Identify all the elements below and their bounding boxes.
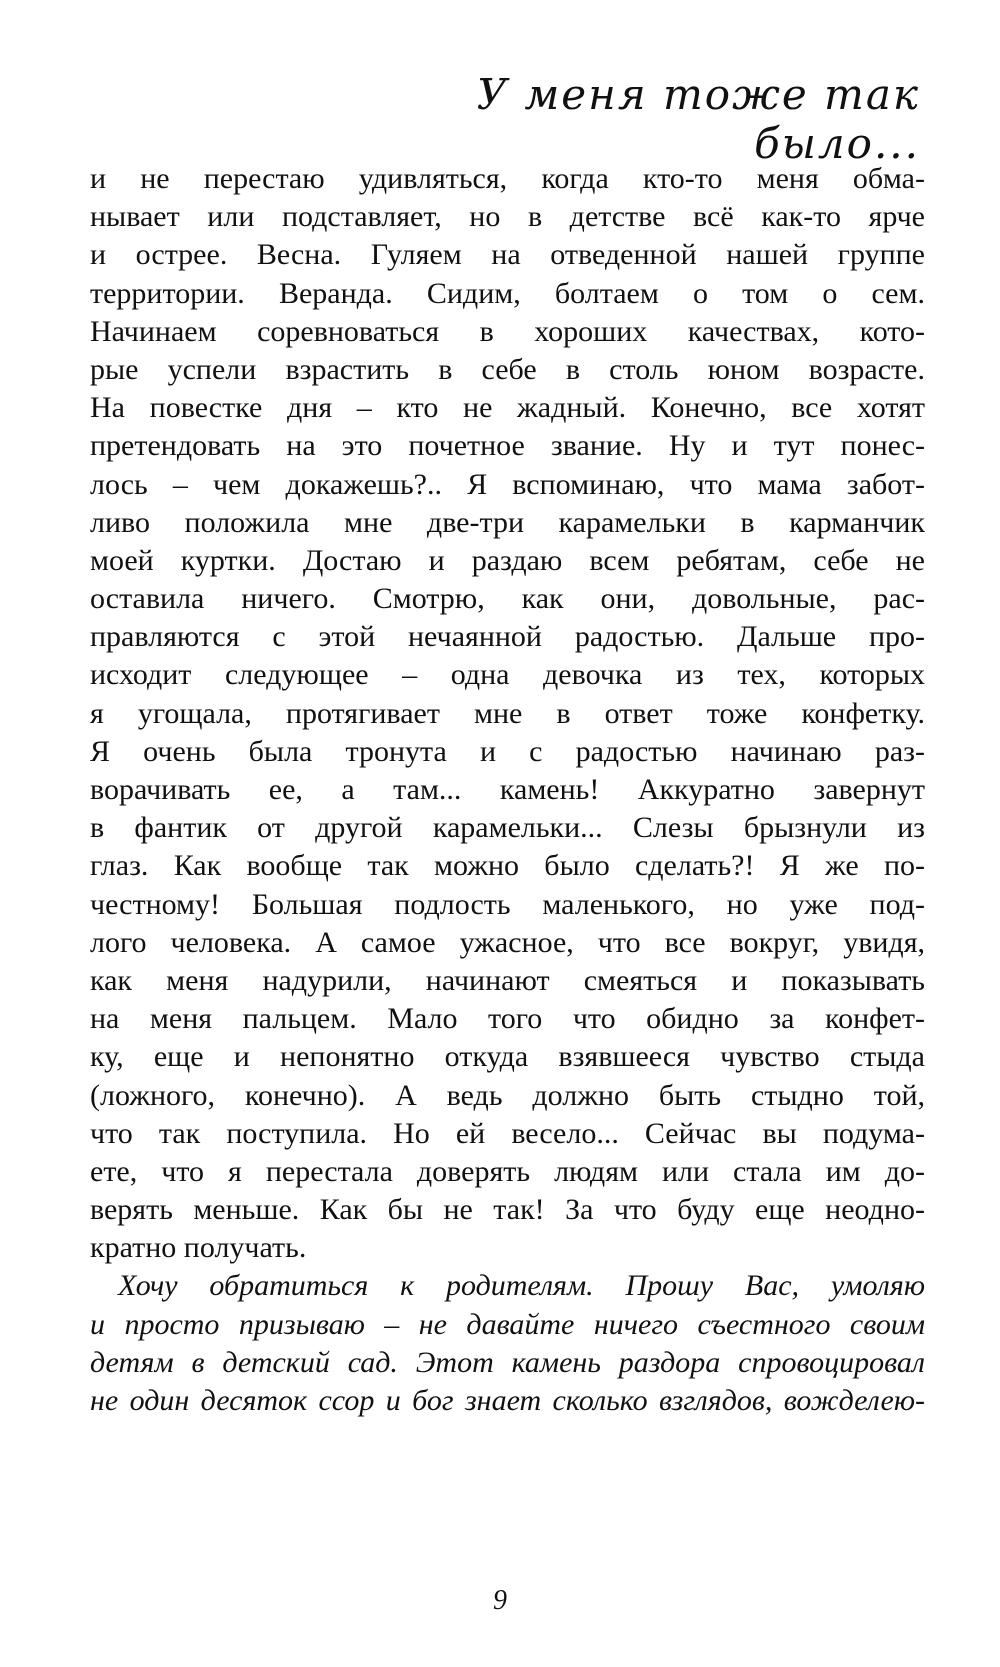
text-line: верять меньше. Как бы не так! За что буду еще неодно- — [90, 1193, 925, 1227]
text-line: как меня надурили, начинают смеяться и показывать — [90, 963, 925, 997]
paragraph-story — [90, 160, 925, 1267]
text-line: и не перестаю удивляться, когда кто-то меня обма- — [90, 162, 925, 195]
text-line: рые успели взрастить в себе в столь юном возрасте. — [90, 352, 925, 386]
text-line: нывает или подставляет, но в детстве всё как-то ярче — [90, 200, 925, 234]
text-line: лось – чем докажешь?.. Я вспоминаю, что мама забот- — [90, 467, 925, 501]
text-line: ворачивать ее, а там... камень! Аккуратно завернут — [90, 773, 925, 806]
page-number: 9 — [493, 1585, 507, 1616]
text-line: Начинаем соревноваться в хороших качествах, кото- — [90, 314, 925, 348]
paragraph-appeal-to-parents — [90, 1267, 925, 1420]
text-line: не один десяток ссор и бог знает сколько взглядов, вожделею- — [90, 1384, 925, 1417]
text-line: (ложного, конечно). А ведь должно быть стыдно той, — [90, 1078, 925, 1112]
text-line: оставила ничего. Смотрю, как они, довольные, рас- — [90, 582, 925, 616]
text-line: ливо положила мне две-три карамельки в карманчик — [90, 505, 925, 539]
text-line: честному! Большая подлость маленького, но уже под- — [90, 887, 925, 921]
text-line: исходит следующее – одна девочка из тех, которых — [90, 658, 925, 692]
text-line: моей куртки. Достаю и раздаю всем ребятам, себе не — [90, 543, 925, 577]
text-line: я угощала, протягивает мне в ответ тоже конфетку. — [90, 696, 925, 730]
text-line: что так поступила. Но ей весело... Сейчас вы подума- — [90, 1116, 925, 1150]
text-line: и острее. Весна. Гуляем на отведенной нашей группе — [90, 238, 925, 272]
text-line: На повестке дня – кто не жадный. Конечно, все хотят — [90, 391, 925, 425]
text-line: кратно получать. — [90, 1231, 307, 1265]
text-line: территории. Веранда. Сидим, болтаем о том о сем. — [90, 276, 925, 310]
text-line: лого человека. А самое ужасное, что все вокруг, увидя, — [90, 925, 925, 959]
text-line: и просто призываю – не давайте ничего съестного своим — [90, 1307, 925, 1341]
text-line: ку, еще и непонятно откуда взявшееся чувство стыда — [90, 1040, 925, 1074]
text-line: в фантик от другой карамельки... Слезы брызнули из — [90, 811, 925, 845]
text-line: правляются с этой нечаянной радостью. Дальше про- — [90, 620, 925, 654]
text-line: Хочу обратиться к родителям. Прошу Вас, умоляю — [118, 1269, 925, 1303]
running-head: У меня тоже так было... — [476, 70, 920, 168]
text-line: детям в детский сад. Этот камень раздора спровоцировал — [90, 1345, 925, 1379]
text-line: претендовать на это почетное звание. Ну и тут понес- — [90, 429, 925, 463]
text-line: на меня пальцем. Мало того что обидно за конфет- — [90, 1002, 925, 1036]
text-line: глаз. Как вообще так можно было сделать?! Я же по- — [90, 849, 925, 883]
text-line: Я очень была тронута и с радостью начинаю раз- — [90, 734, 925, 768]
text-line: ете, что я перестала доверять людям или стала им до- — [90, 1154, 925, 1188]
body-text — [90, 160, 925, 1420]
